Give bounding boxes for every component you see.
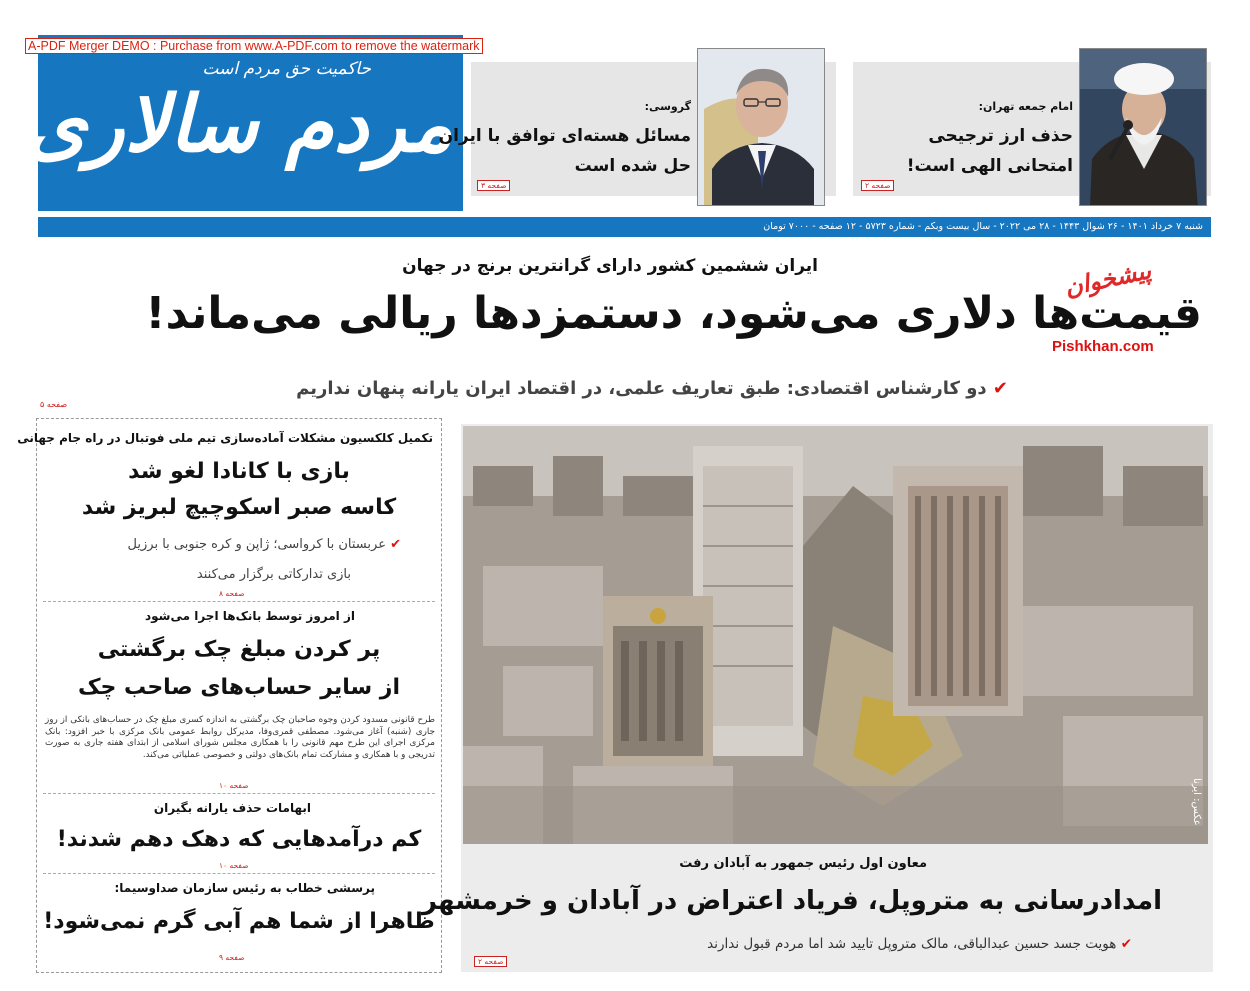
teaser-headline-line1: مسائل هسته‌ای توافق با ایران — [438, 126, 691, 146]
irib-kicker: پرسشی خطاب به رئیس سازمان صداوسیما: — [114, 881, 375, 895]
issue-date-bar: شنبه ۷ خرداد ۱۴۰۱ - ۲۶ شوال ۱۴۴۳ - ۲۸ می ۲۰۲۲ - سال بیست وبکم - شماره ۵۷۲۳ - ۱۲ صفحه - ۷۰۰۰ تومان — [38, 217, 1211, 237]
lead-page-ref: صفحه ۵ — [40, 400, 68, 409]
masthead — [25, 35, 463, 211]
teaser-kicker: گروسی: — [644, 100, 691, 113]
page-ref: صفحه ۱۰ — [219, 781, 249, 790]
page-ref: صفحه ۲ — [474, 956, 507, 967]
sport-sub2: بازی تدارکاتی برگزار می‌کنند — [196, 567, 351, 582]
main-story-sub — [707, 936, 1132, 952]
newspaper-logo: مردم سالاری — [25, 79, 453, 170]
pishkhan-logo-en: Pishkhan.com — [1052, 338, 1154, 355]
teaser-headline-line1: حذف ارز ترجیحی — [928, 126, 1073, 146]
pishkhan-logo-fa: پیشخوان — [1061, 255, 1154, 302]
lead-kicker: ایران ششمین کشور دارای گرانترین برنج در جهان — [402, 256, 818, 276]
checkmark-icon: ✔ — [390, 537, 401, 552]
divider — [43, 601, 435, 602]
cheque-kicker: از امروز توسط بانک‌ها اجرا می‌شود — [145, 609, 355, 623]
page-ref: صفحه ۲ — [861, 180, 894, 191]
subsidy-headline[interactable]: کم درآمدهایی که دهک دهم شدند! — [56, 827, 422, 852]
sport-kicker: تکمیل کلکسیون مشکلات آماده‌سازی تیم ملی فوتبال در راه جام جهانی — [17, 431, 433, 445]
divider — [43, 873, 435, 874]
cheque-headline-line2[interactable]: از سایر حساب‌های صاحب چک — [77, 675, 401, 700]
teaser-headline-line2: حل شده است — [574, 156, 691, 176]
irib-headline[interactable]: ظاهرا از شما هم آبی گرم نمی‌شود! — [43, 909, 435, 934]
sport-sub1-text: عربستان با کرواسی؛ ژاپن و کره جنوبی با برزیل — [127, 537, 386, 552]
pdf-watermark-text: A-PDF Merger DEMO : Purchase from www.A-PDF.com to remove the watermark — [25, 38, 483, 54]
sport-headline-line2[interactable]: کاسه صبر اسکوچیچ لبریز شد — [81, 495, 397, 520]
page-ref: صفحه ۸ — [219, 589, 245, 598]
checkmark-icon: ✔ — [1120, 936, 1132, 952]
teaser-headline-line2: امتحانی الهی است! — [906, 156, 1073, 176]
checkmark-icon: ✔ — [992, 378, 1008, 399]
main-story-kicker: معاون اول رئیس جمهور به آبادان رفت — [679, 856, 927, 871]
masthead-tagline: حاکمیت حق مردم است — [202, 59, 371, 79]
grossi-portrait — [697, 48, 825, 206]
teaser-grossi[interactable] — [438, 62, 836, 196]
main-story-sub-text: هویت جسد حسین عبدالباقی، مالک متروپل تایید شد اما مردم قبول ندارند — [707, 936, 1117, 952]
sidebar-news — [17, 418, 442, 973]
lead-subheadline — [296, 378, 1008, 399]
cheque-body: طرح قانونی مسدود کردن وجوه صاحبان چک برگشتی به اندازه کسری مبلغ چک در حساب‌های بانکی از روز جاری (شنبه) آغاز می‌شود. مصطفی قمری‌وفا، مدیرکل روابط عمومی بانک مرکزی با خبر افزود: بانک مرکزی اجرای این طرح مهم قانونی را با همکاری مجلس شورای اسلامی از ابتدای هفته جاری به صورت تدریجی و با همکاری و مشارکت تمام بانک‌های دولتی و خصوصی عملیاتی می‌کند. — [45, 715, 435, 760]
teaser-tehran-imam[interactable] — [853, 62, 1211, 196]
sport-sub1 — [128, 537, 401, 552]
metropol-aerial-photo — [463, 426, 1208, 844]
subsidy-kicker: ابهامات حذف یارانه بگیران — [153, 801, 311, 815]
lead-headline[interactable]: قیمت‌ها دلاری می‌شود، دستمزدها ریالی می‌ماند! — [145, 288, 1202, 339]
page-ref: صفحه ۳ — [477, 180, 510, 191]
sport-headline-line1[interactable]: بازی با کانادا لغو شد — [128, 459, 350, 484]
page-ref: صفحه ۱۰ — [219, 861, 249, 870]
teaser-kicker: امام جمعه تهران: — [978, 100, 1073, 113]
page-ref: صفحه ۹ — [219, 953, 245, 962]
photo-credit: عکس: ایرنا — [1191, 778, 1202, 826]
cheque-headline-line1[interactable]: پر کردن مبلغ چک برگشتی — [97, 637, 381, 662]
divider — [43, 793, 435, 794]
cleric-portrait — [1079, 48, 1207, 206]
main-story-headline[interactable]: امدادرسانی به متروپل، فریاد اعتراض در آبادان و خرمشهر — [421, 886, 1162, 916]
lead-sub-text: دو کارشناس اقتصادی: طبق تعاریف علمی، در اقتصاد ایران یارانه پنهان نداریم — [296, 378, 987, 399]
